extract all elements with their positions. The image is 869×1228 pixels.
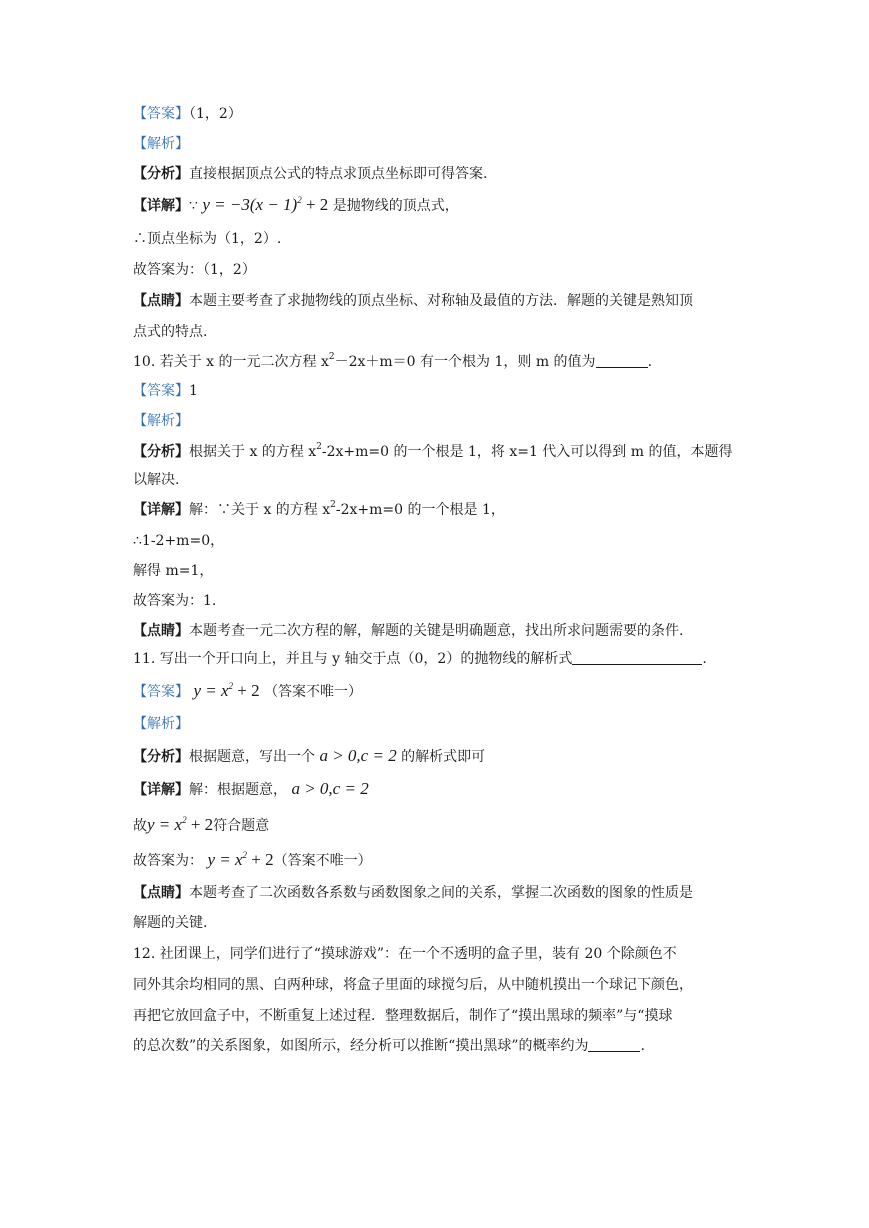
q11-dianjing-line1: 【点睛】本题考查了二次函数各系数与函数图象之间的关系，掌握二次函数的图象的性质是 [133,885,693,901]
condition-formula: a > 0,c = 2 [291,779,369,798]
dianjing-text: 本题主要考查了求抛物线的顶点坐标、对称轴及最值的方法．解题的关键是熟知顶 [189,293,693,309]
q9-answer-line [133,104,242,124]
fenxi-label: 【分析】 [133,444,189,460]
q9-dianjing-line2: 点式的特点. [133,324,208,340]
q9-fenxi-line [133,164,487,184]
q9-line2: ∴顶点坐标为（1，2）. [133,231,282,247]
dianjing-label: 【点睛】 [133,623,189,639]
q9-line3: 故答案为：（1，2） [133,262,256,278]
fenxi-text: 直接根据顶点公式的特点求顶点坐标即可得答案. [189,166,488,182]
because-symbol: ∵ [189,198,198,214]
q12-line4: 的总次数”的关系图象，如图所示，经分析可以推断“摸出黑球”的概率约为 . [133,1038,645,1054]
q10-analysis-label: 【解析】 [133,413,189,429]
xiangjie-label: 【详解】 [133,782,189,798]
q11-xiangjie-line: 【详解】解：根据题意， a > 0,c = 2 [133,779,369,798]
q9-analysis-label: 【解析】 [133,136,189,152]
xiangjie-label: 【详解】 [133,198,189,214]
dianjing-label: 【点睛】 [133,885,189,901]
q11-dianjing-line2: 解题的关键. [133,915,208,931]
q12-line1: 12. 社团课上，同学们进行了“摸球游戏”：在一个不透明的盒子里，装有 20 个除颜色不 [133,946,677,962]
vertex-formula: $y = -3(x - 1)^2 + 2$ [202,195,329,214]
answer-blank [596,353,648,368]
answer-text: （1，2） [189,106,242,122]
xiangjie-label: 【详解】 [133,502,189,518]
q10-dianjing-line: 【点睛】本题考查一元二次方程的解，解题的关键是明确题意，找出所求问题需要的条件. [133,623,684,639]
q10-answer-line [133,381,198,401]
condition-formula: a > 0,c = 2 [319,746,397,765]
q11-answer-line: 【答案】 $y = x^2 + 2$ （答案不唯一） [133,681,363,700]
q11-fenxi-line: 【分析】根据题意，写出一个 a > 0,c = 2 的解析式即可 [133,746,486,765]
q10-line3: 解得 m=1， [133,563,214,579]
dianjing-label: 【点睛】 [133,293,189,309]
answer-blank [588,1037,640,1052]
formula-suffix: 是抛物线的顶点式， [332,198,459,214]
q12-line3: 再把它放回盒子中，不断重复上述过程．整理数据后，制作了“摸出黑球的频率”与“摸球 [133,1008,673,1024]
answer-label: 【答案】 [133,383,189,399]
answer-formula: $y = x^2 + 2$ [193,681,260,700]
q11-stem: 11. 写出一个开口向上，并且与 y 轴交于点（0，2）的抛物线的解析式 . [133,651,707,667]
q10-xiangjie-line: 【详解】解：∵关于 x 的方程 $x^2-2x+m=0$ 的一个根是 1， [133,500,505,518]
q11-line3: 故答案为： $y = x^2 + 2$（答案不唯一） [133,850,372,869]
q11-line2: 故$y = x^2 + 2$符合题意 [133,815,270,834]
fenxi-label: 【分析】 [133,749,189,765]
q10-line2: ∴1-2+m=0， [133,533,225,549]
q9-xiangjie-line [133,195,459,216]
answer-text: 1 [189,383,198,399]
q10-line4: 故答案为：1. [133,593,217,609]
answer-label: 【答案】 [133,684,189,700]
q12-line2: 同外其余均相同的黑、白两种球，将盒子里面的球搅匀后，从中随机摸出一个球记下颜色， [133,977,693,993]
q10-stem: 10. 若关于 x 的一元二次方程 $x^2-2x+m=0$ 有一个根为 1，则 m 的值为 . [133,352,653,370]
q11-analysis-label: 【解析】 [133,716,189,732]
answer-blank [572,650,702,665]
q10-fenxi-line1: 【分析】根据关于 x 的方程 $x^2-2x+m=0$ 的一个根是 1，将 x=1 代入可以得到 m 的值，本题得 [133,442,733,460]
parabola-formula: $y = x^2 + 2$ [147,815,214,834]
parabola-formula: $y = x^2 + 2$ [207,850,274,869]
q10-fenxi-line2: 以解决. [133,472,180,488]
q9-dianjing-line1 [133,291,693,311]
answer-label: 【答案】 [133,106,189,122]
fenxi-label: 【分析】 [133,166,189,182]
